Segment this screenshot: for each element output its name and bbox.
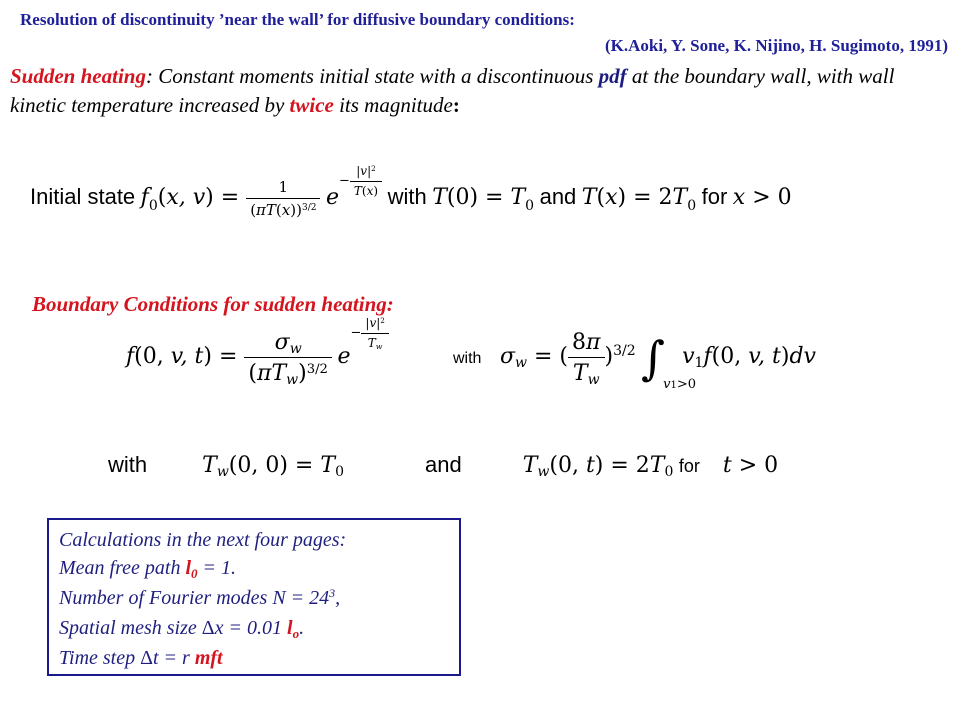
l-symbol: l bbox=[185, 557, 192, 579]
calc-time-value: t = r bbox=[153, 647, 195, 669]
intro-text-c: its magnitude bbox=[333, 93, 453, 117]
calc-fourier-exp: 3 bbox=[329, 586, 336, 601]
intro-text-a: : Constant moments initial state with a discontinuous bbox=[145, 64, 599, 88]
calculations-box bbox=[47, 518, 461, 676]
calc-fourier-text: Number of Fourier modes N = 24 bbox=[59, 587, 330, 609]
calc-mfp-text: Mean free path bbox=[59, 557, 186, 579]
for-label: for bbox=[701, 184, 728, 210]
l-subscript-2: o bbox=[292, 625, 300, 641]
citation: (K.Aoki, Y. Sone, K. Nijino, H. Sugimoto, 1991) bbox=[604, 36, 948, 55]
calc-mfp-value: = 1. bbox=[197, 557, 237, 579]
for-large-label: for bbox=[678, 456, 700, 476]
sigma-w-equation: σw = ( $\frac{8\pi}{Tw}$ )$^{3/2}$ ∫ v1>0 v1f(0, v, t)dv bbox=[500, 330, 816, 392]
calc-line-1: Calculations in the next four pages: bbox=[59, 529, 347, 551]
and-large-label: and bbox=[424, 452, 462, 477]
calc-line-2 bbox=[59, 554, 459, 584]
initial-state-equation: Initial state $f_0(x$, v) = $\frac{1}{(\pi T(x))^{3/2}}$ e− $\frac{|v|^2}{T(x)}$ with $T(0) = T_0$ and $T(x) = 2T_0$ for x > 0 bbox=[30, 164, 792, 219]
with-label: with bbox=[387, 184, 427, 210]
calc-fourier-end: , bbox=[335, 587, 341, 609]
calc-line-3 bbox=[59, 584, 459, 614]
l-subscript: 0 bbox=[191, 565, 198, 581]
calc-line-4 bbox=[59, 614, 459, 644]
boundary-pdf-equation: f(0, v, t) = $\frac{\sigma w}{(\pi Tw)^{3/2}}$ e− $\frac{|v|^2}{Tw}$ bbox=[126, 330, 389, 386]
intro-colon: : bbox=[452, 93, 460, 117]
twice-term: twice bbox=[289, 93, 334, 117]
calc-mesh-text: Spatial mesh size bbox=[59, 617, 202, 639]
with-large-label: with bbox=[108, 452, 148, 477]
delta-symbol-2: Δ bbox=[140, 647, 153, 669]
initial-state-label: Initial state bbox=[30, 184, 136, 210]
mft-term: mft bbox=[194, 647, 223, 669]
boundary-conditions-heading: Boundary Conditions for sudden heating: bbox=[32, 292, 394, 316]
wall-temperature-equation: with Tw(0, 0) = T0 and Tw(0, t) = 2T0 for t > 0 bbox=[108, 452, 779, 481]
calc-mesh-value: x = 0.01 bbox=[214, 617, 288, 639]
sudden-heating-label: Sudden heating bbox=[10, 64, 146, 88]
intro-paragraph bbox=[10, 62, 950, 120]
delta-symbol: Δ bbox=[201, 617, 215, 639]
intro-text-b: at the boundary wall, with wall kinetic temperature increased by bbox=[10, 64, 895, 117]
calc-line-5 bbox=[59, 644, 459, 672]
pdf-term: pdf bbox=[598, 64, 627, 88]
slide-title: Resolution of discontinuity ’near the wall’ for diffusive boundary conditions: bbox=[20, 10, 575, 29]
calc-mesh-end: . bbox=[299, 617, 305, 639]
and-label: and bbox=[539, 184, 577, 210]
l-symbol-2: l bbox=[287, 617, 293, 639]
with-small-label: with bbox=[453, 350, 482, 367]
calc-time-text: Time step bbox=[59, 647, 141, 669]
